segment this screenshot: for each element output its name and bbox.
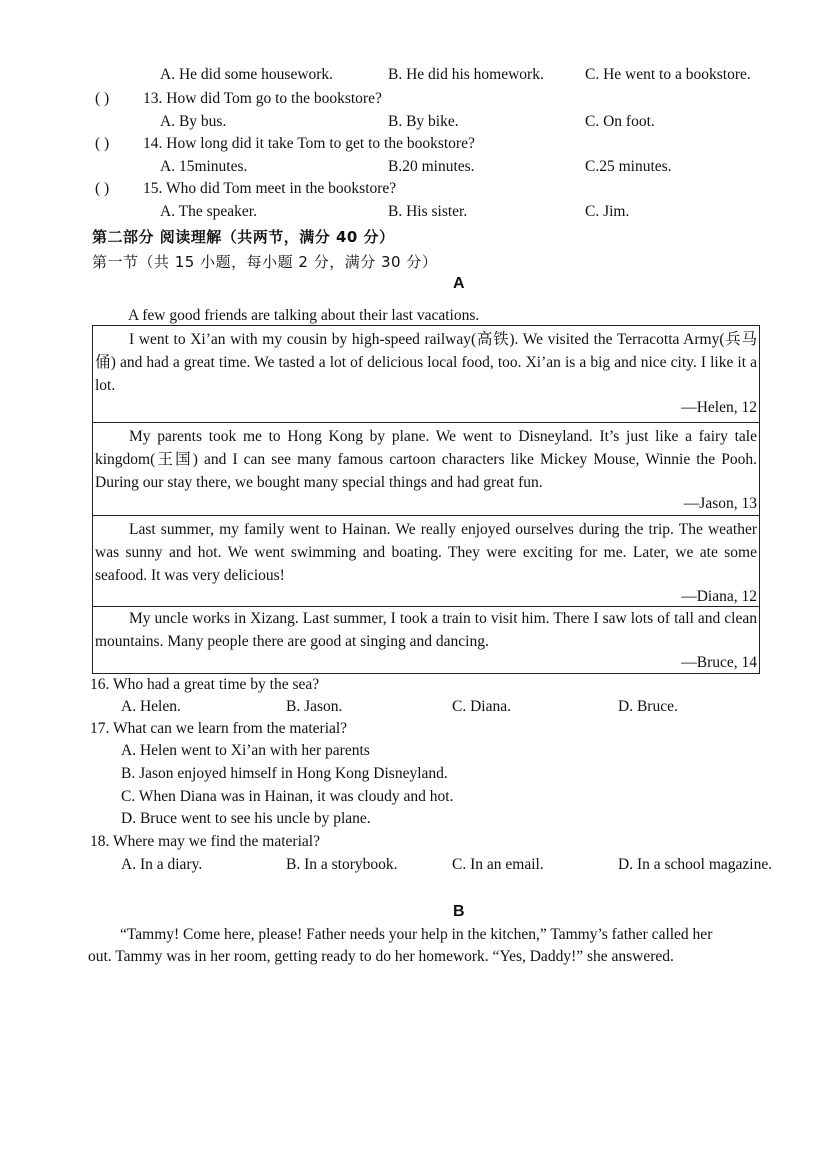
q17-stem: 17. What can we learn from the material? [90,720,348,737]
q13-option-b: B. By bike. [388,113,459,130]
q18-option-c: C. In an email. [452,856,544,873]
entry-box-jason [92,422,760,516]
q16-option-d: D. Bruce. [618,698,678,715]
part2-heading: 第二部分 阅读理解（共两节，满分 40 分） [92,228,395,246]
entry-text-bruce: My uncle works in Xizang. Last summer, I took a train to visit him. There I saw lots of tall and clean mountains. Many people there are good at singing and dancing. [95,610,757,650]
entry-text-jason: My parents took me to Hong Kong by plane. We went to Disneyland. It’s just like a fairy tale kingdom(王国) and I can see many famous cartoon characters like Mickey Mouse, Winnie the Pooh. During our stay there, we bought many special things and had great fun. [95,428,757,491]
q17-option-b: B. Jason enjoyed himself in Hong Kong Disneyland. [121,765,448,782]
q18-option-b: B. In a storybook. [286,856,398,873]
q18-option-a: A. In a diary. [121,856,203,873]
q14-option-c: C.25 minutes. [585,158,672,175]
entry-signature-helen: —Helen, 12 [681,399,757,416]
q16-option-c: C. Diana. [452,698,511,715]
q12-option-b: B. He did his homework. [388,66,544,83]
q17-option-d: D. Bruce went to see his uncle by plane. [121,810,371,827]
passage-b-label: B [453,903,465,920]
q15-option-c: C. Jim. [585,203,630,220]
entry-text-diana: Last summer, my family went to Hainan. We really enjoyed ourselves during the trip. The weather was sunny and hot. We went swimming and boating. They were exciting for me. Later, we ate some seafood. It was very delicious! [95,521,757,584]
q17-option-c: C. When Diana was in Hainan, it was cloudy and hot. [121,788,454,805]
passage-a-label: A [453,275,465,292]
q15-option-b: B. His sister. [388,203,468,220]
passage-a-intro: A few good friends are talking about their last vacations. [128,307,480,324]
entry-box-diana [92,515,760,607]
entry-signature-jason: —Jason, 13 [683,495,757,512]
q14-option-b: B.20 minutes. [388,158,475,175]
q13-option-c: C. On foot. [585,113,655,130]
q15-stem: 15. Who did Tom meet in the bookstore? [143,180,397,197]
q15-answer-paren: ( ) [95,180,110,197]
q13-option-a: A. By bus. [160,113,227,130]
passage-b-line-2: out. Tammy was in her room, getting ready to do her homework. “Yes, Daddy!” she answered. [88,948,674,965]
q18-stem: 18. Where may we find the material? [90,833,320,850]
section1-heading: 第一节（共 15 小题，每小题 2 分，满分 30 分） [92,253,438,271]
passage-b-line-1: “Tammy! Come here, please! Father needs your help in the kitchen,” Tammy’s father called her [120,926,713,943]
q12-option-a: A. He did some housework. [160,66,334,83]
entry-box-bruce [92,606,760,674]
q16-stem: 16. Who had a great time by the sea? [90,676,320,693]
q18-option-d: D. In a school magazine. [618,856,773,873]
q15-option-a: A. The speaker. [160,203,257,220]
q14-option-a: A. 15minutes. [160,158,248,175]
q16-option-b: B. Jason. [286,698,343,715]
q13-answer-paren: ( ) [95,90,110,107]
q14-answer-paren: ( ) [95,135,110,152]
entry-text-helen: I went to Xi’an with my cousin by high-speed railway(高铁). We visited the Terracotta Army(兵马俑) and had a great time. We tasted a lot of delicious local food, too. Xi’an is a big and nice city. I like it a lot. [95,331,757,394]
entry-signature-diana: —Diana, 12 [681,588,757,605]
q12-option-c: C. He went to a bookstore. [585,66,751,83]
q13-stem: 13. How did Tom go to the bookstore? [143,90,382,107]
q16-option-a: A. Helen. [121,698,181,715]
entry-signature-bruce: —Bruce, 14 [681,654,757,671]
entry-box-helen [92,325,760,423]
q17-option-a: A. Helen went to Xi’an with her parents [121,742,370,759]
q14-stem: 14. How long did it take Tom to get to the bookstore? [143,135,475,152]
